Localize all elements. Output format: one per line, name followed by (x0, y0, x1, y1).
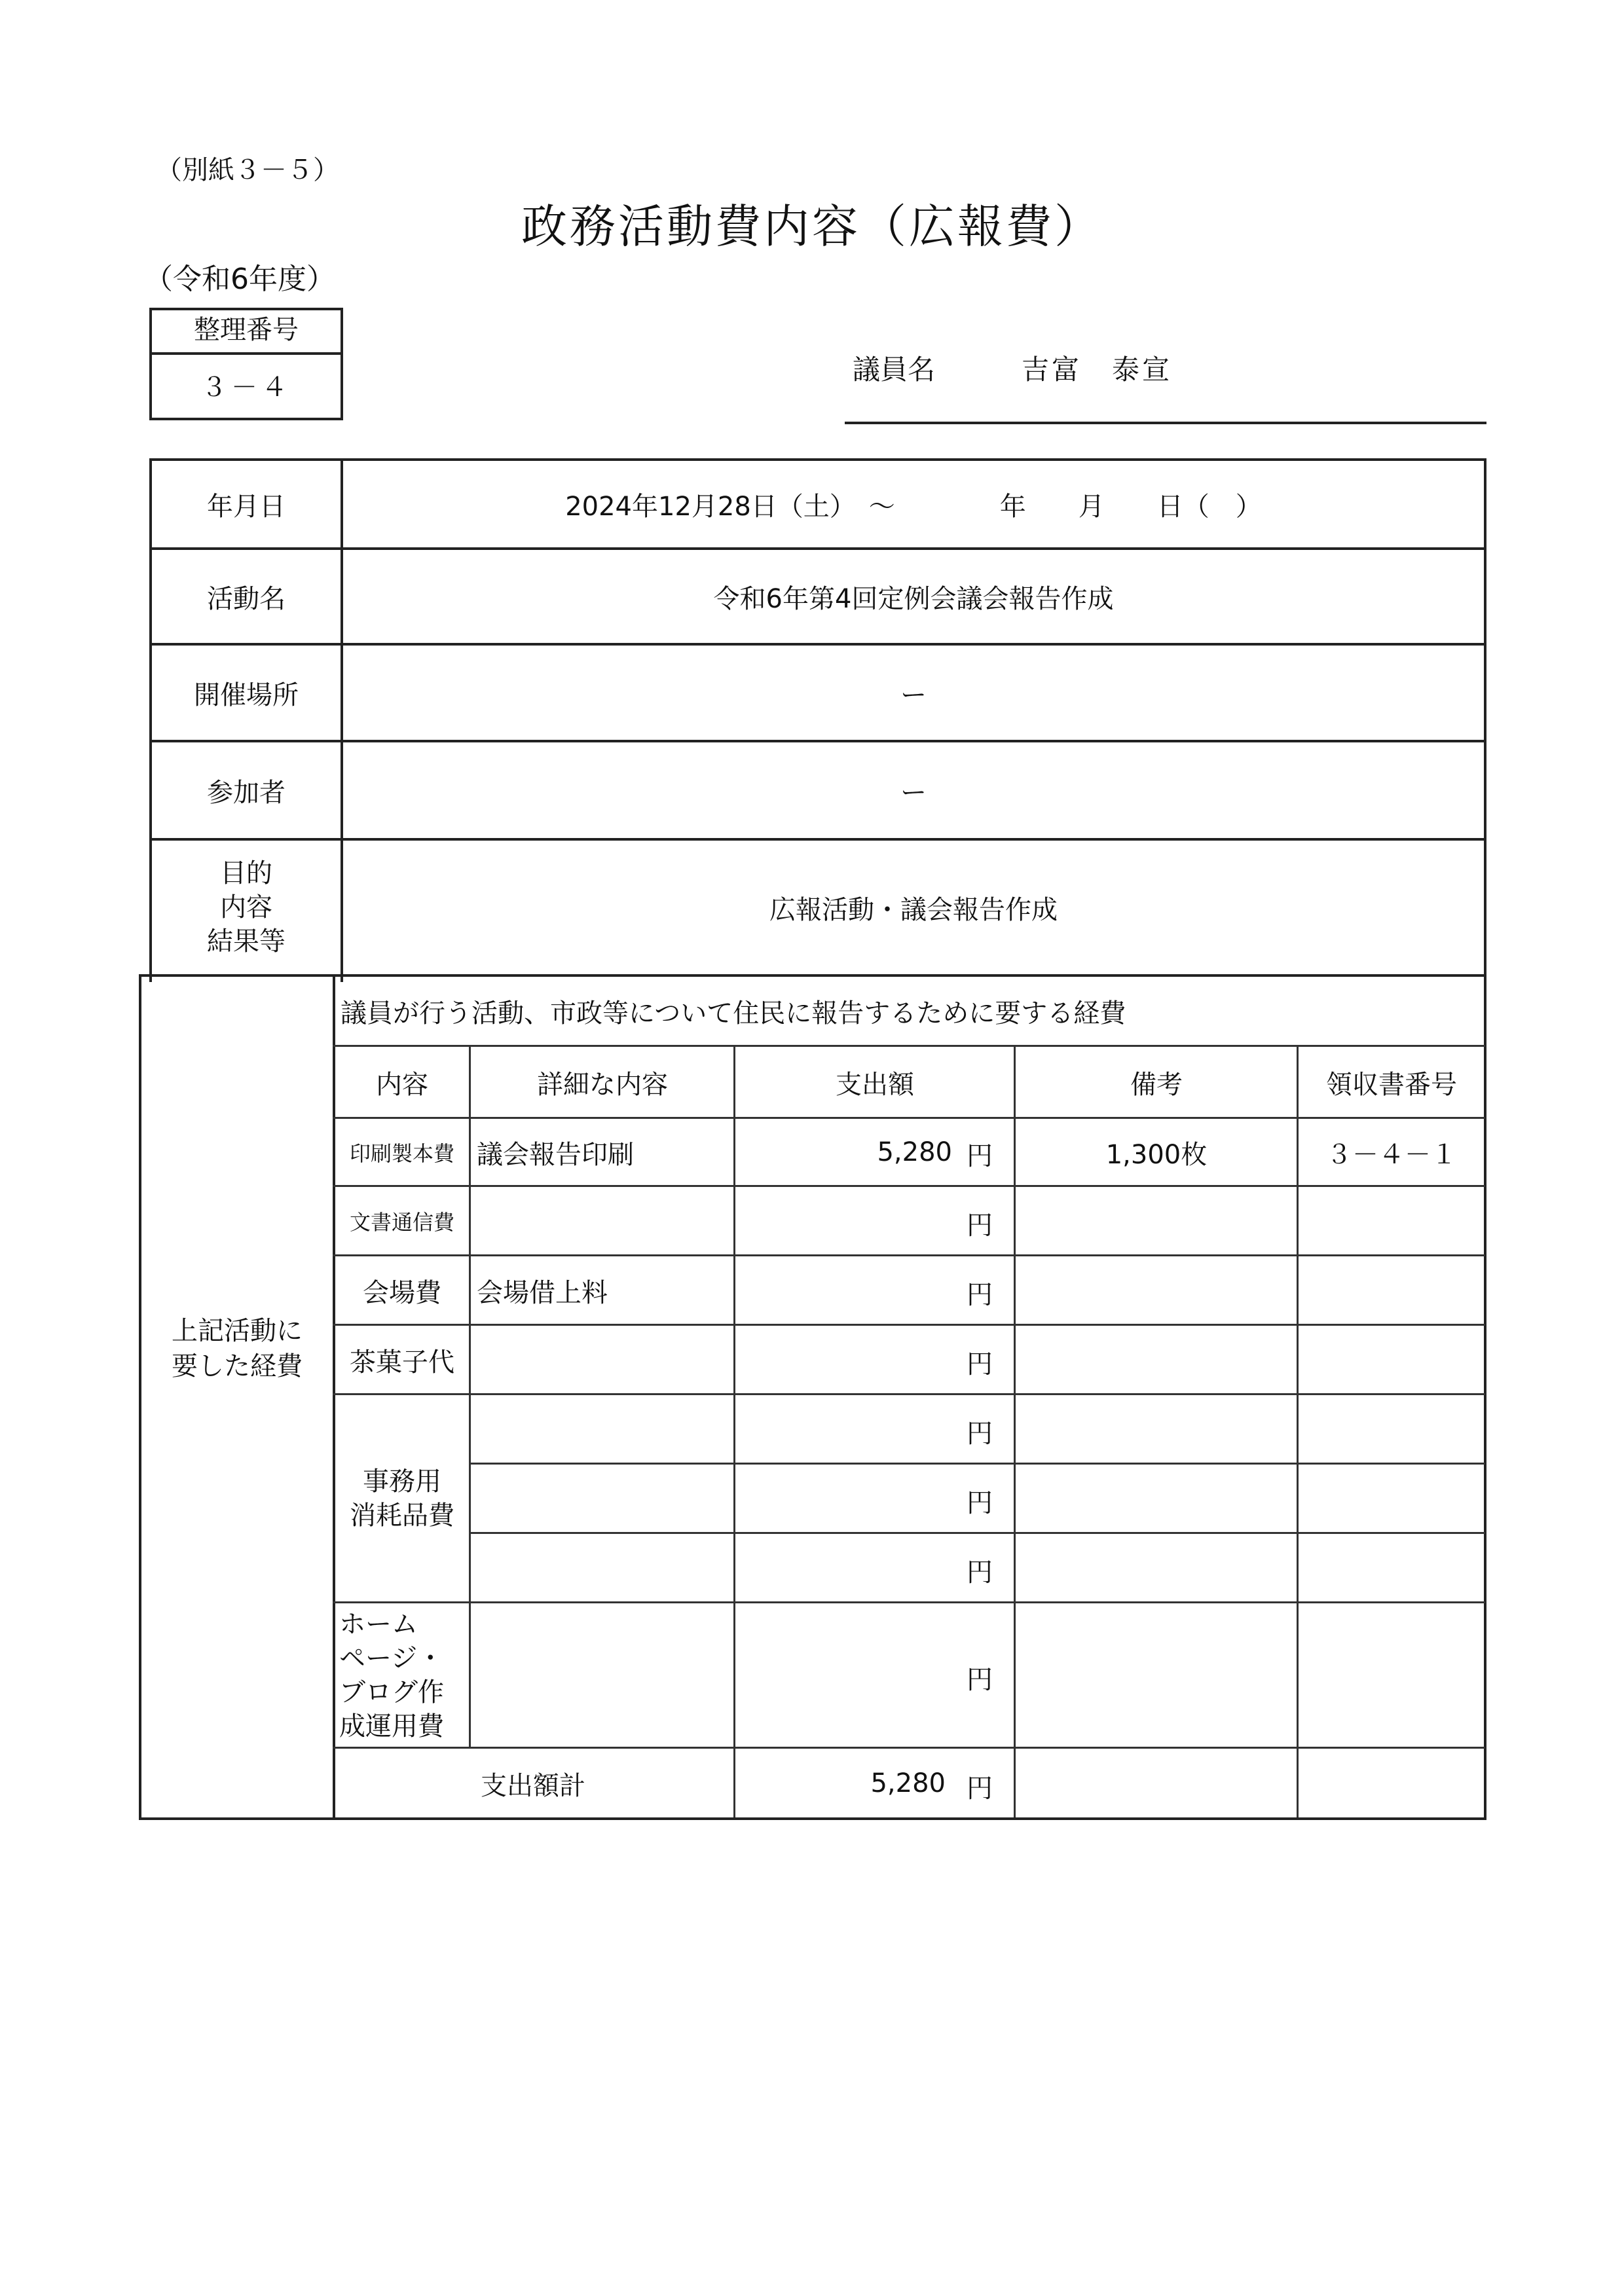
venue-detail: 会場借上料 (477, 1277, 608, 1308)
col-content: 内容 (376, 1069, 428, 1100)
yen-mark: 円 (967, 1280, 993, 1310)
yen-mark: 円 (967, 1419, 993, 1449)
print-receipt: ３－４－１ (1326, 1139, 1457, 1170)
yen-mark: 円 (967, 1774, 993, 1804)
yen-mark: 円 (967, 1665, 993, 1695)
page-title: 政務活動費内容（広報費） (521, 200, 1103, 253)
col-detail: 詳細な内容 (537, 1069, 668, 1100)
participants-label: 参加者 (207, 777, 286, 808)
item-office-line: 事務用 (363, 1467, 441, 1497)
item-web-line: ページ・ (339, 1643, 444, 1673)
management-number-value: ３－４ (201, 373, 291, 403)
expense-section-label (141, 1309, 333, 1388)
print-remarks: 1,300枚 (1105, 1139, 1208, 1170)
purpose-label-line: 内容 (220, 892, 272, 922)
item-snack: 茶菓子代 (350, 1347, 454, 1377)
activity-label: 活動名 (207, 583, 286, 614)
purpose-label-line: 結果等 (207, 926, 286, 957)
purpose-label (152, 841, 341, 974)
expense-section-label-line: 上記活動に (172, 1316, 303, 1346)
col-receipt: 領収書番号 (1326, 1069, 1457, 1100)
yen-mark: 円 (967, 1349, 993, 1379)
item-doc: 文書通信費 (349, 1210, 454, 1235)
expense-description: 議員が行う活動、市政等について住民に報告するために要する経費 (341, 998, 1126, 1029)
purpose-label-line: 目的 (220, 858, 272, 888)
item-web-line: 成運用費 (339, 1711, 444, 1741)
yen-mark: 円 (967, 1488, 993, 1518)
date-label: 年月日 (207, 491, 286, 522)
col-amount: 支出額 (836, 1069, 914, 1100)
fiscal-year: （令和6年度） (144, 263, 335, 296)
expense-section-label-line: 要した経費 (172, 1351, 303, 1381)
purpose-value: 広報活動・議会報告作成 (769, 894, 1058, 925)
date-value: 2024年12月28日（土） ～ 年 月 日（ ） (565, 491, 1262, 522)
item-web-line: ブログ作 (339, 1677, 444, 1707)
total-amount: 5,280 (870, 1768, 946, 1798)
print-detail: 議会報告印刷 (477, 1139, 634, 1170)
total-label: 支出額計 (481, 1770, 585, 1801)
member-underline (845, 422, 1486, 424)
print-amount: 5,280 (877, 1137, 952, 1167)
item-web-line: ホーム (339, 1609, 418, 1639)
activity-value: 令和6年第4回定例会議会報告作成 (713, 583, 1114, 614)
yen-mark: 円 (967, 1558, 993, 1588)
item-print: 印刷製本費 (349, 1141, 454, 1166)
item-office-line: 消耗品費 (350, 1501, 454, 1531)
item-office (335, 1396, 469, 1601)
item-web (335, 1604, 469, 1747)
attachment-label: （別紙３－５） (156, 155, 339, 185)
col-remarks: 備考 (1130, 1069, 1183, 1100)
venue-value: ー (900, 680, 927, 710)
member-name: 吉富 泰宣 (1022, 354, 1173, 386)
item-venue: 会場費 (363, 1277, 441, 1308)
yen-mark: 円 (967, 1141, 993, 1171)
management-number-label: 整理番号 (152, 310, 341, 355)
participants-value: ー (900, 777, 927, 808)
venue-label: 開催場所 (194, 680, 299, 710)
management-number-box (149, 308, 343, 420)
yen-mark: 円 (967, 1211, 993, 1241)
member-label: 議員名 (853, 354, 936, 386)
